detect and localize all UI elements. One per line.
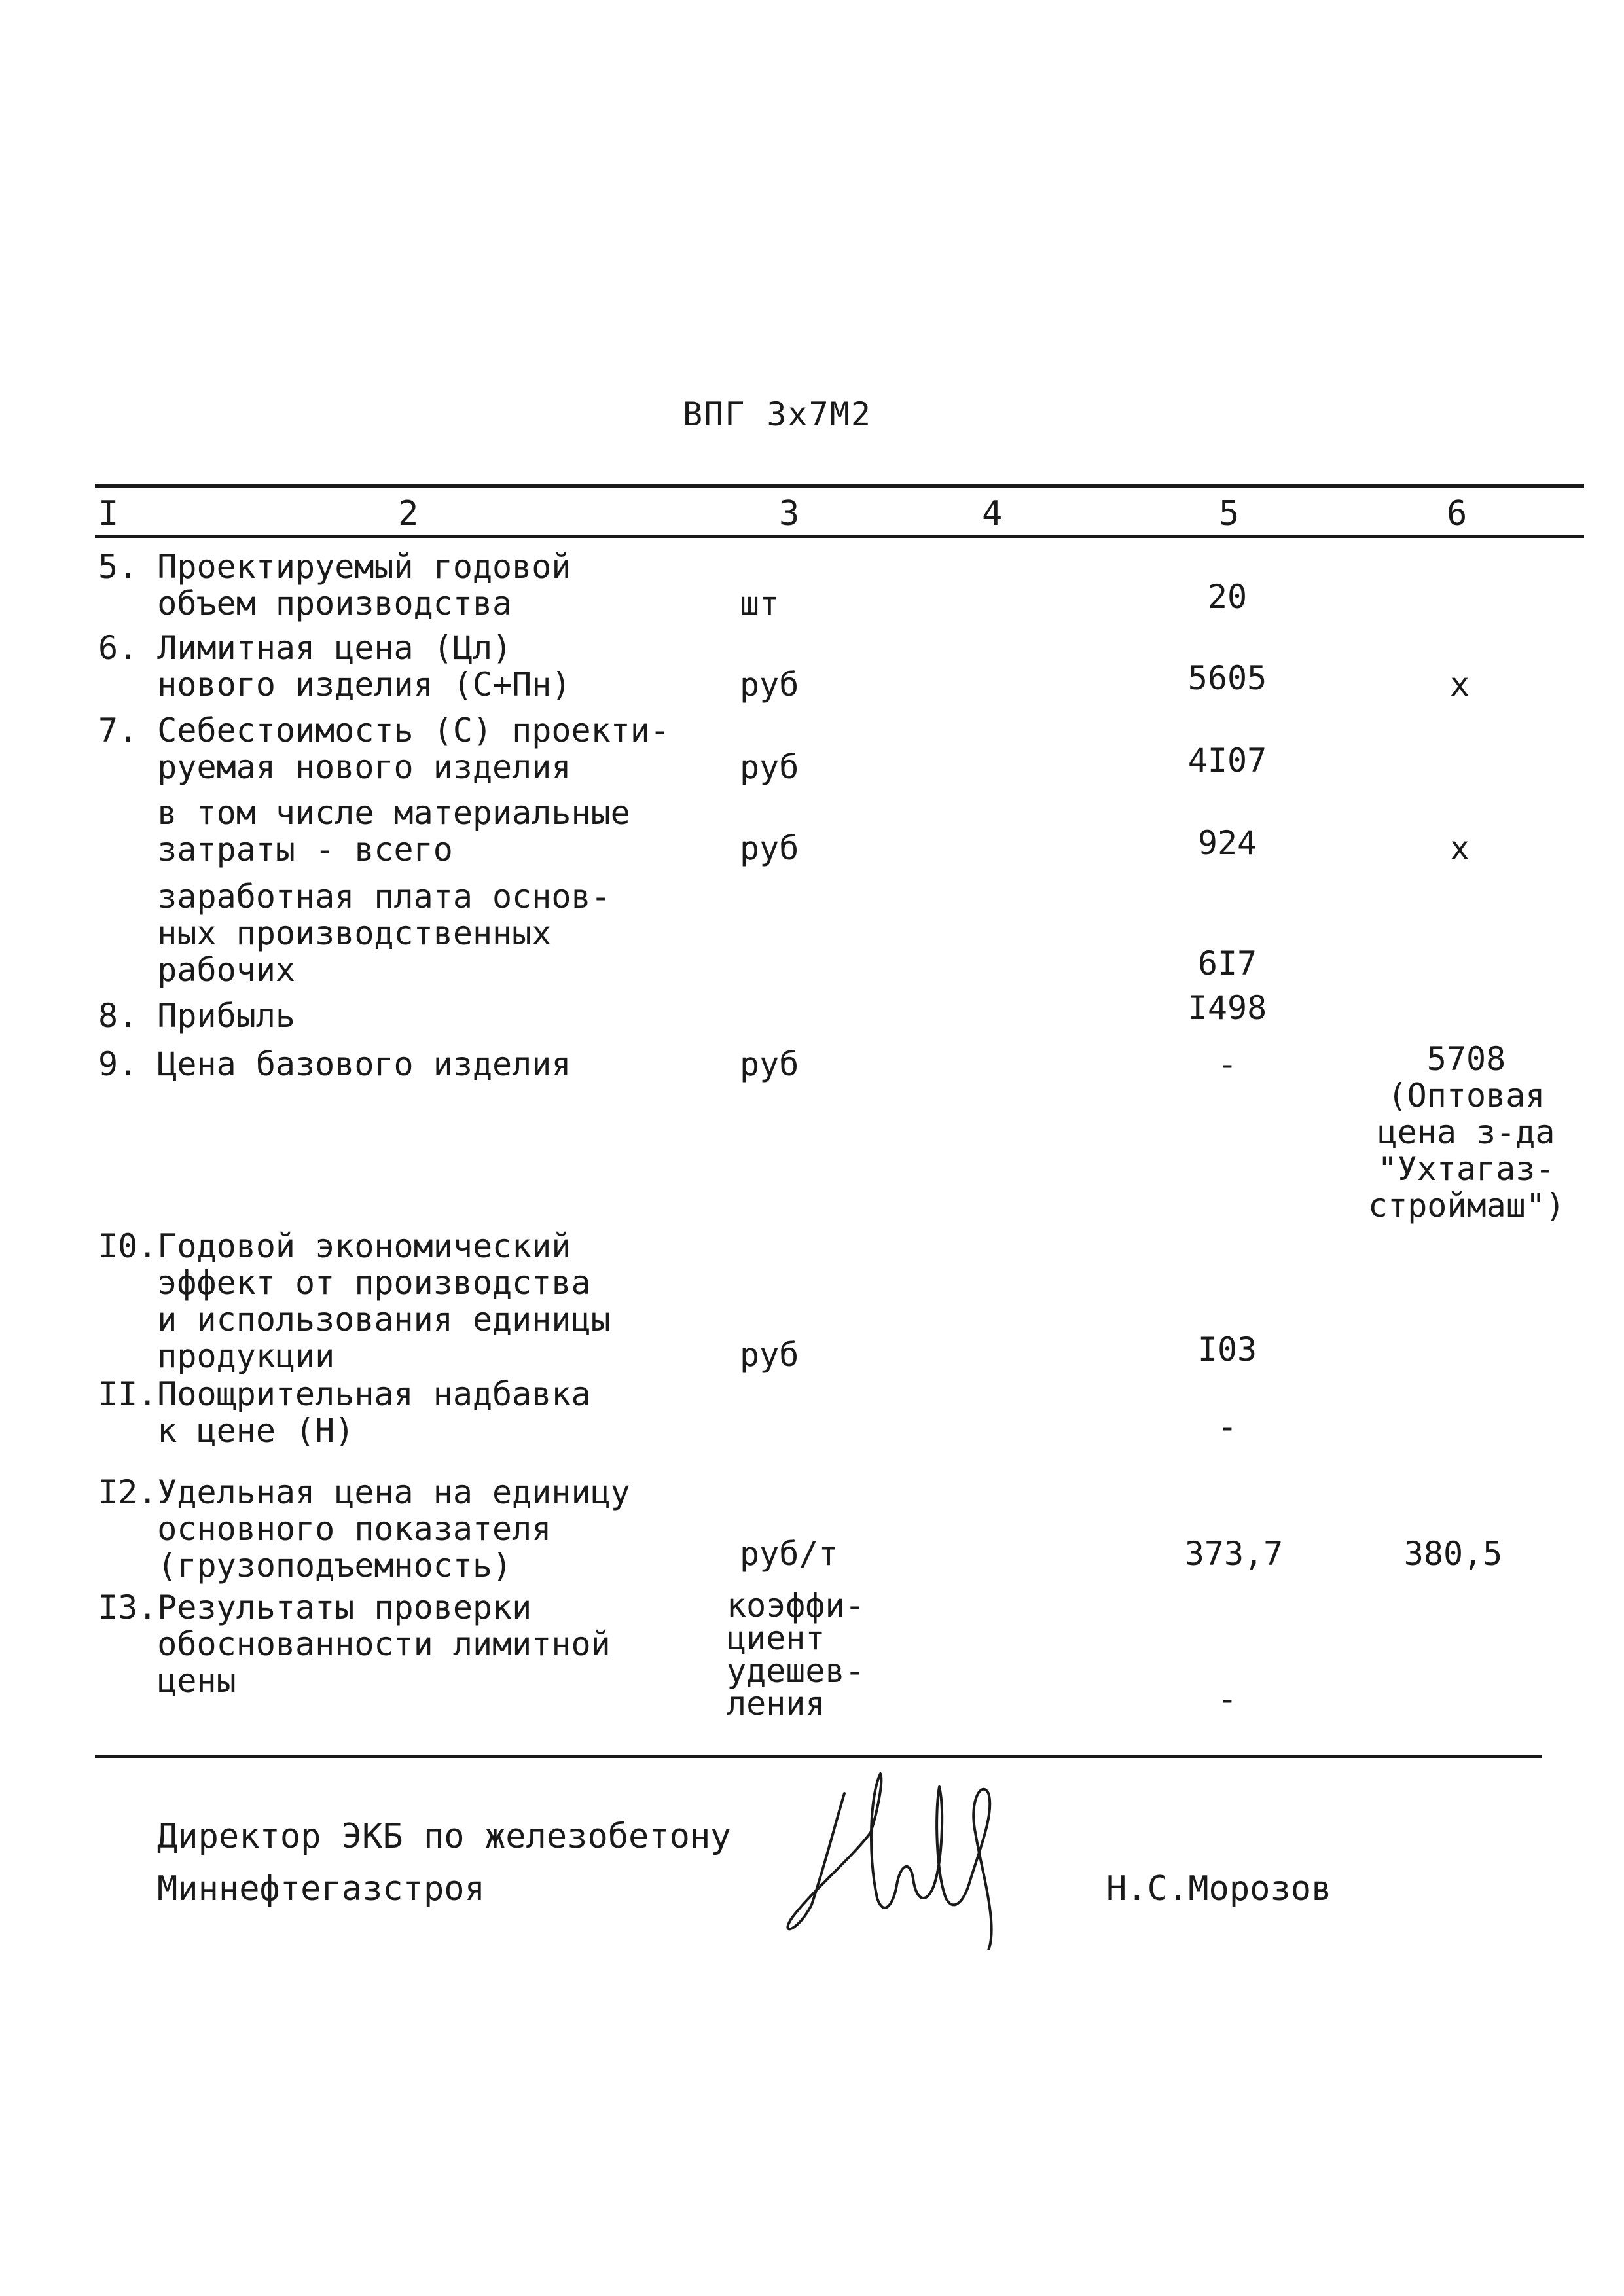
row-8-value: I498 bbox=[1187, 989, 1267, 1027]
row-7b-name: заработная плата основ- ных производственных рабочих bbox=[157, 878, 611, 989]
header-col-1: I bbox=[98, 494, 119, 533]
row-9-name: 9. Цена базового изделия bbox=[98, 1045, 571, 1083]
row-7a-value: 924 bbox=[1197, 824, 1257, 862]
row-9-value: - bbox=[1217, 1045, 1238, 1083]
table-top-rule bbox=[95, 484, 1584, 488]
table-header-rule bbox=[95, 535, 1584, 538]
document-title: ВПГ 3х7М2 bbox=[683, 395, 872, 433]
row-10-name: I0.Годовой экономический эффект от производства и использования единицы продукции bbox=[98, 1227, 611, 1375]
row-5-unit: шт bbox=[740, 584, 780, 622]
row-8-name: 8. Прибыль bbox=[98, 997, 296, 1035]
row-7a-col6: х bbox=[1449, 829, 1470, 867]
row-12-col6: 380,5 bbox=[1403, 1535, 1503, 1573]
row-12-value: 373,7 bbox=[1184, 1535, 1284, 1573]
row-7a-name: в том числе материальные затраты - всего bbox=[157, 794, 630, 869]
row-6-unit: руб bbox=[740, 666, 799, 704]
row-5-name: 5. Проектируемый годовой объем производства bbox=[98, 548, 571, 622]
row-13-name: I3.Результаты проверки обоснованности лимитной цены bbox=[98, 1588, 611, 1700]
row-9-base-price: 5708 (Оптовая цена з-да "Ухтагаз- строймаш") bbox=[1368, 1040, 1566, 1225]
row-6-col6: х bbox=[1449, 666, 1470, 704]
row-12-unit: руб/т bbox=[740, 1535, 839, 1573]
row-7-unit: руб bbox=[740, 748, 799, 786]
header-col-2: 2 bbox=[398, 494, 419, 533]
row-7-value: 4I07 bbox=[1187, 742, 1267, 780]
row-12-name: I2.Удельная цена на единицу основного показателя (грузоподъемность) bbox=[98, 1473, 630, 1585]
signatory-position-line2: Миннефтегазстроя bbox=[157, 1869, 485, 1909]
row-9-unit: руб bbox=[740, 1045, 799, 1083]
signatory-name: Н.С.Морозов bbox=[1106, 1869, 1332, 1909]
header-col-6: 6 bbox=[1447, 494, 1468, 533]
row-7-name: 7. Себестоимость (С) проекти- руемая нового изделия bbox=[98, 711, 670, 786]
row-6-value: 5605 bbox=[1187, 659, 1267, 697]
header-col-5: 5 bbox=[1219, 494, 1240, 533]
header-col-4: 4 bbox=[982, 494, 1003, 533]
row-7b-value: 6I7 bbox=[1197, 944, 1257, 982]
row-10-unit: руб bbox=[740, 1336, 799, 1374]
row-6-name: 6. Лимитная цена (Цл) нового изделия (С+Пн) bbox=[98, 629, 571, 704]
row-7a-unit: руб bbox=[740, 829, 799, 867]
handwritten-signature bbox=[772, 1754, 1047, 1950]
row-11-value: - bbox=[1217, 1408, 1238, 1446]
signatory-position-line1: Директор ЭКБ по железобетону bbox=[157, 1817, 731, 1856]
row-10-value: I03 bbox=[1197, 1331, 1257, 1369]
row-13-value: - bbox=[1217, 1680, 1238, 1718]
header-col-3: 3 bbox=[779, 494, 800, 533]
row-5-value: 20 bbox=[1207, 578, 1248, 616]
row-11-name: II.Поощрительная надбавка к цене (Н) bbox=[98, 1375, 591, 1450]
row-13-unit: коэффи- циент удешев- ления bbox=[727, 1587, 865, 1723]
